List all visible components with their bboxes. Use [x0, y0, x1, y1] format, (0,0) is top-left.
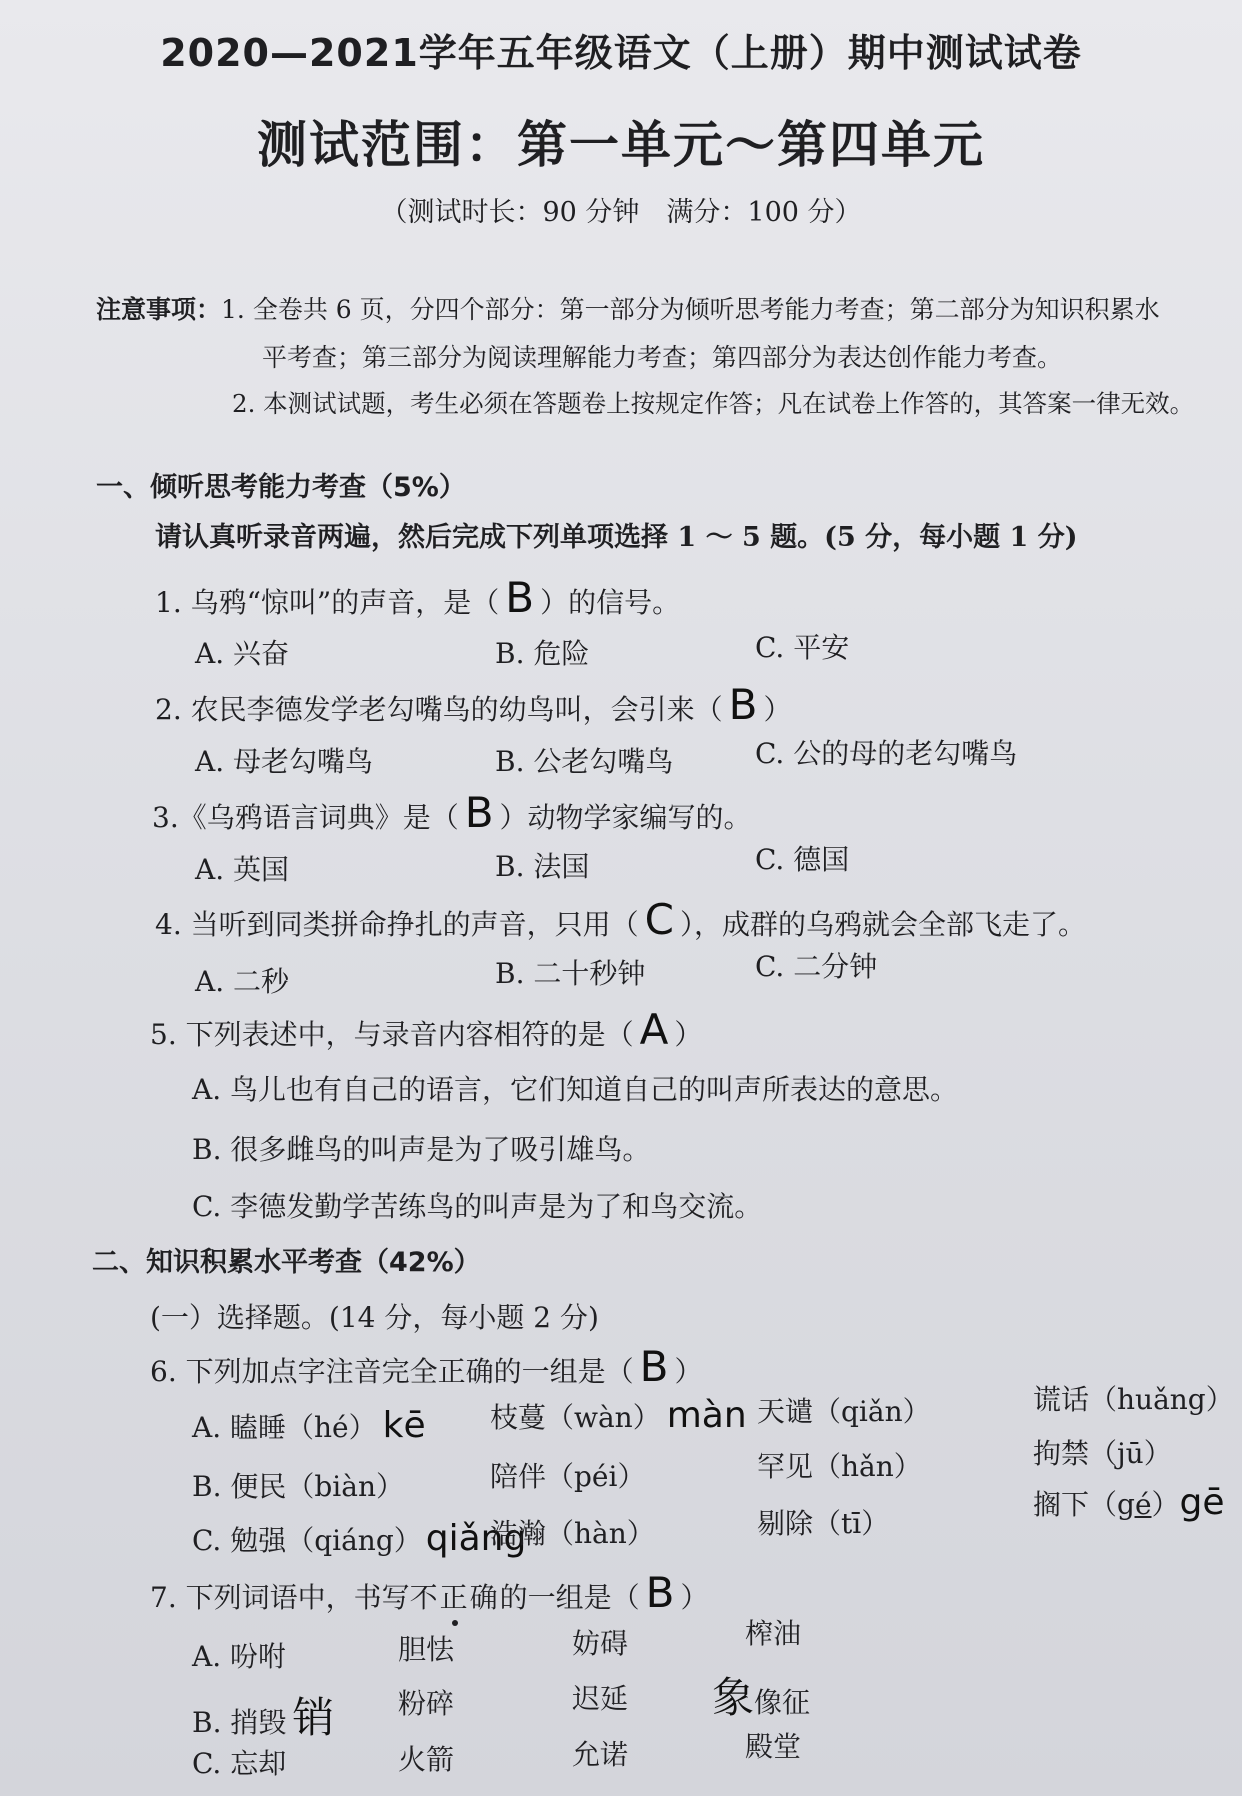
q6-b-col1: B. 便民（biàn） [192, 1470, 404, 1503]
handwritten-answer-2: B [728, 680, 758, 729]
question-1: 1. 乌鸦“惊叫”的声音，是（ B ）的信号。 [155, 573, 681, 622]
q3-option-a: A. 英国 [195, 853, 290, 886]
q7-b-col4: 象像征 [712, 1673, 811, 1722]
q7-b-col1: B. 捎毁 销 [192, 1693, 335, 1742]
handwritten-correction-man: màn [666, 1395, 747, 1436]
handwritten-correction-xiang: 象 [712, 1673, 755, 1722]
q1-option-a: A. 兴奋 [195, 637, 290, 670]
handwritten-answer-1: B [505, 573, 535, 622]
q7-c-col4: 殿堂 [745, 1730, 802, 1763]
q4-option-b: B. 二十秒钟 [495, 957, 646, 990]
notice-line-3: 2. 本测试试题，考生必须在答题卷上按规定作答；凡在试卷上作答的，其答案一律无效。 [232, 389, 1195, 418]
q1-option-c: C. 平安 [755, 631, 850, 664]
handwritten-answer-5: A [639, 1005, 669, 1054]
notice-line-2: 平考查；第三部分为阅读理解能力考查；第四部分为表达创作能力考查。 [262, 343, 1063, 372]
q6-a-col1: A. 瞌睡（hé） kē [192, 1405, 426, 1446]
handwritten-correction-xiao: 销 [292, 1693, 335, 1742]
handwritten-answer-4: C [644, 895, 674, 944]
notice-item-1a: 1. 全卷共 6 页，分四个部分：第一部分为倾听思考能力考查；第二部分为知识积累水 [221, 295, 1160, 324]
q7-b-col2: 粉碎 [398, 1687, 455, 1720]
q6-a-col2: 枝蔓（wàn） màn [490, 1395, 747, 1436]
handwritten-answer-7: B [645, 1568, 675, 1617]
question-7: 7. 下列词语中，书写不正确的一组是（ B ） [150, 1568, 709, 1617]
q7-c-col3: 允诺 [572, 1738, 629, 1771]
handwritten-correction-qiang: qiǎng [425, 1518, 527, 1559]
q5-option-a: A. 鸟儿也有自己的语言，它们知道自己的叫声所表达的意思。 [192, 1073, 959, 1106]
q5-option-b: B. 很多雌鸟的叫声是为了吸引雄鸟。 [192, 1133, 651, 1166]
q6-b-col3: 罕见（hǎn） [757, 1450, 922, 1483]
question-6: 6. 下列加点字注音完全正确的一组是（ B ） [150, 1342, 703, 1391]
section-1-instruction: 请认真听录音两遍，然后完成下列单项选择 1 ～ 5 题。(5 分，每小题 1 分) [155, 522, 1078, 553]
q7-a-col4: 榨油 [745, 1617, 802, 1650]
handwritten-correction-ke: kē [382, 1405, 426, 1446]
handwritten-answer-3: B [464, 788, 494, 837]
q2-option-a: A. 母老勾嘴鸟 [195, 745, 374, 778]
q6-c-col4: 搁下（gé）gē [1033, 1482, 1225, 1523]
question-2: 2. 农民李德发学老勾嘴鸟的幼鸟叫，会引来（ B ） [155, 680, 792, 729]
exam-title: 2020—2021学年五年级语文（上册）期中测试试卷 [160, 31, 1082, 75]
q6-a-col4: 谎话（huǎng） [1033, 1383, 1234, 1416]
q7-c-col1: C. 忘却 [192, 1747, 287, 1780]
q7-c-col2: 火箭 [398, 1743, 455, 1776]
q5-option-c: C. 李德发勤学苦练鸟的叫声是为了和鸟交流。 [192, 1190, 763, 1223]
emphasis-dotted: 不正确 [410, 1576, 500, 1616]
q7-a-col3: 妨碍 [572, 1627, 629, 1660]
q7-b-col3: 迟延 [572, 1682, 629, 1715]
handwritten-correction-ge: gē [1179, 1482, 1225, 1523]
section-1-title: 一、倾听思考能力考查（5%） [96, 472, 466, 503]
q6-c-col3: 剔除（tī） [757, 1507, 890, 1540]
exam-scope: 测试范围：第一单元～第四单元 [257, 115, 985, 174]
q6-a-col3: 天谴（qiǎn） [757, 1395, 931, 1428]
notice-line-1 [96, 290, 1160, 326]
q6-c-col2: 浩瀚（hàn） [490, 1517, 655, 1550]
q3-option-b: B. 法国 [495, 850, 590, 883]
q6-b-col4: 拘禁（jū） [1033, 1437, 1172, 1470]
q4-option-a: A. 二秒 [195, 965, 290, 998]
exam-meta: （测试时长：90 分钟 满分：100 分） [380, 197, 862, 228]
notice-label: 注意事项： [96, 295, 222, 324]
handwritten-answer-6: B [639, 1342, 669, 1391]
q6-b-col2: 陪伴（péi） [490, 1460, 646, 1493]
question-3: 3.《乌鸦语言词典》是（ B ）动物学家编写的。 [152, 788, 752, 837]
q1-option-b: B. 危险 [495, 637, 590, 670]
q4-option-c: C. 二分钟 [755, 950, 878, 983]
q2-option-b: B. 公老勾嘴鸟 [495, 745, 674, 778]
q3-option-c: C. 德国 [755, 843, 850, 876]
q7-a-col2: 胆怯 [398, 1633, 455, 1666]
q2-option-c: C. 公的母的老勾嘴鸟 [755, 737, 1018, 770]
q7-a-col1: A. 吩咐 [192, 1640, 287, 1673]
section-2-title: 二、知识积累水平考查（42%） [92, 1247, 481, 1278]
question-4: 4. 当听到同类拼命挣扎的声音，只用（ C ），成群的乌鸦就会全部飞走了。 [155, 895, 1086, 944]
question-5: 5. 下列表述中，与录音内容相符的是（ A ） [150, 1005, 703, 1054]
q6-c-col1: C. 勉强（qiáng） qiǎng [192, 1518, 527, 1559]
section-2-subtitle: (一）选择题。(14 分，每小题 2 分) [150, 1301, 599, 1334]
